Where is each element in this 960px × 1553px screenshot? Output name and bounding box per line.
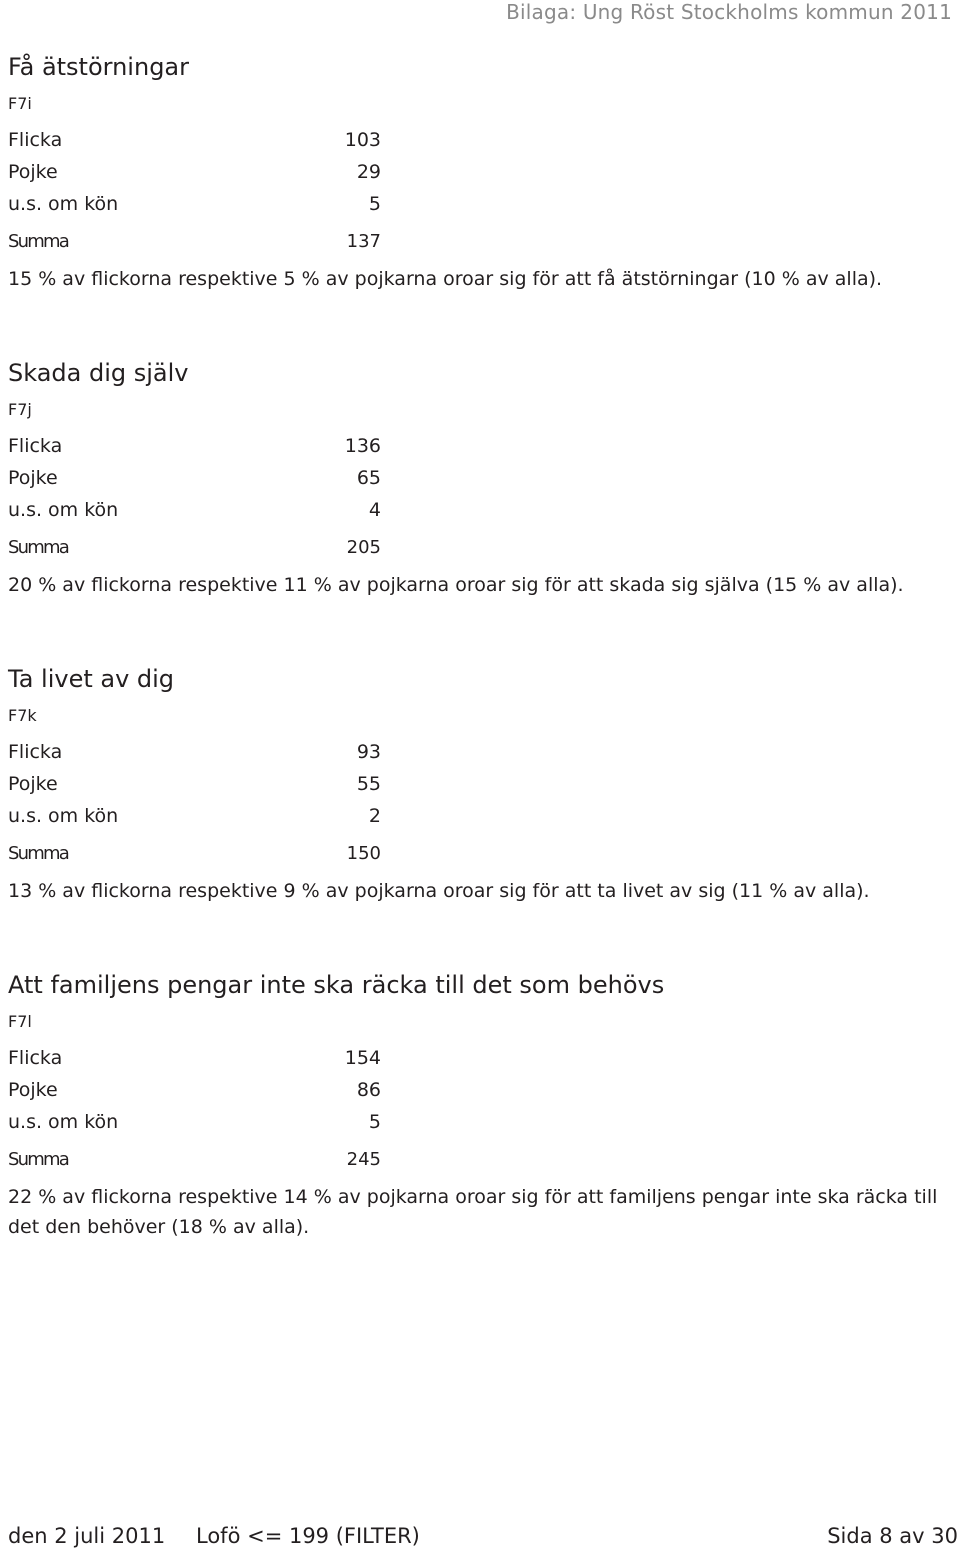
table-row [8, 188, 958, 220]
section-suicide [8, 664, 958, 906]
sum-row [8, 832, 958, 870]
table-row [8, 156, 958, 188]
sum-row [8, 1138, 958, 1176]
sum-value: 137 [346, 231, 381, 252]
sum-row [8, 526, 958, 564]
footer-date: den 2 juli 2011 [8, 1524, 166, 1548]
question-code: F7j [8, 400, 32, 419]
page-header-title: Bilaga: Ung Röst Stockholms kommun 2011 [506, 0, 952, 24]
row-value: 86 [356, 1079, 381, 1101]
row-label: Pojke [8, 467, 58, 489]
summary-text: 20 % av flickorna respektive 11 % av pojkarna oroar sig för att skada sig själva (15 % av alla). [8, 574, 904, 596]
sum-value: 245 [346, 1149, 381, 1170]
section-title: Att familjens pengar inte ska räcka till det som behövs [8, 971, 665, 999]
row-label: Flicka [8, 741, 63, 763]
sum-value: 205 [346, 537, 381, 558]
row-value: 93 [356, 741, 381, 763]
row-value: 5 [368, 193, 381, 215]
frequency-table [8, 124, 958, 258]
page-footer [8, 1520, 958, 1552]
row-value: 103 [344, 129, 381, 151]
summary-text: 22 % av flickorna respektive 14 % av pojkarna oroar sig för att familjens pengar inte ska räcka till det den behöver (18 % av alla). [8, 1186, 938, 1238]
row-label: Pojke [8, 161, 58, 183]
section-title: Få ätstörningar [8, 53, 189, 81]
row-label: Flicka [8, 129, 63, 151]
row-label: Pojke [8, 773, 58, 795]
row-value: 55 [356, 773, 381, 795]
row-value: 4 [368, 499, 381, 521]
question-code: F7l [8, 1012, 32, 1031]
frequency-table [8, 1042, 958, 1176]
sum-row [8, 220, 958, 258]
sum-value: 150 [346, 843, 381, 864]
table-row [8, 1074, 958, 1106]
table-row [8, 800, 958, 832]
summary-text: 13 % av flickorna respektive 9 % av pojkarna oroar sig för att ta livet av sig (11 % av alla). [8, 880, 870, 902]
row-value: 2 [368, 805, 381, 827]
frequency-table [8, 430, 958, 564]
table-row [8, 736, 958, 768]
sum-label: Summa [8, 843, 68, 864]
row-value: 65 [356, 467, 381, 489]
row-value: 154 [344, 1047, 381, 1069]
question-code: F7i [8, 94, 32, 113]
row-value: 5 [368, 1111, 381, 1133]
section-title: Skada dig själv [8, 359, 189, 387]
row-label: Flicka [8, 435, 63, 457]
row-label: u.s. om kön [8, 1111, 119, 1133]
table-row [8, 462, 958, 494]
section-family-finances [8, 970, 958, 1242]
row-label: u.s. om kön [8, 193, 119, 215]
row-label: Flicka [8, 1047, 63, 1069]
sum-label: Summa [8, 537, 68, 558]
summary-text: 15 % av flickorna respektive 5 % av pojkarna oroar sig för att få ätstörningar (10 % av alla). [8, 268, 883, 290]
row-value: 29 [356, 161, 381, 183]
table-row [8, 430, 958, 462]
sum-label: Summa [8, 1149, 68, 1170]
table-row [8, 1042, 958, 1074]
table-row [8, 1106, 958, 1138]
section-title: Ta livet av dig [8, 665, 175, 693]
table-row [8, 494, 958, 526]
section-eating-disorders [8, 52, 958, 294]
question-code: F7k [8, 706, 37, 725]
section-self-harm [8, 358, 958, 600]
frequency-table [8, 736, 958, 870]
row-value: 136 [344, 435, 381, 457]
row-label: Pojke [8, 1079, 58, 1101]
table-row [8, 124, 958, 156]
table-row [8, 768, 958, 800]
footer-filter: Lofö <= 199 (FILTER) [196, 1524, 420, 1548]
footer-page-number: Sida 8 av 30 [827, 1524, 958, 1548]
sum-label: Summa [8, 231, 68, 252]
row-label: u.s. om kön [8, 805, 119, 827]
row-label: u.s. om kön [8, 499, 119, 521]
